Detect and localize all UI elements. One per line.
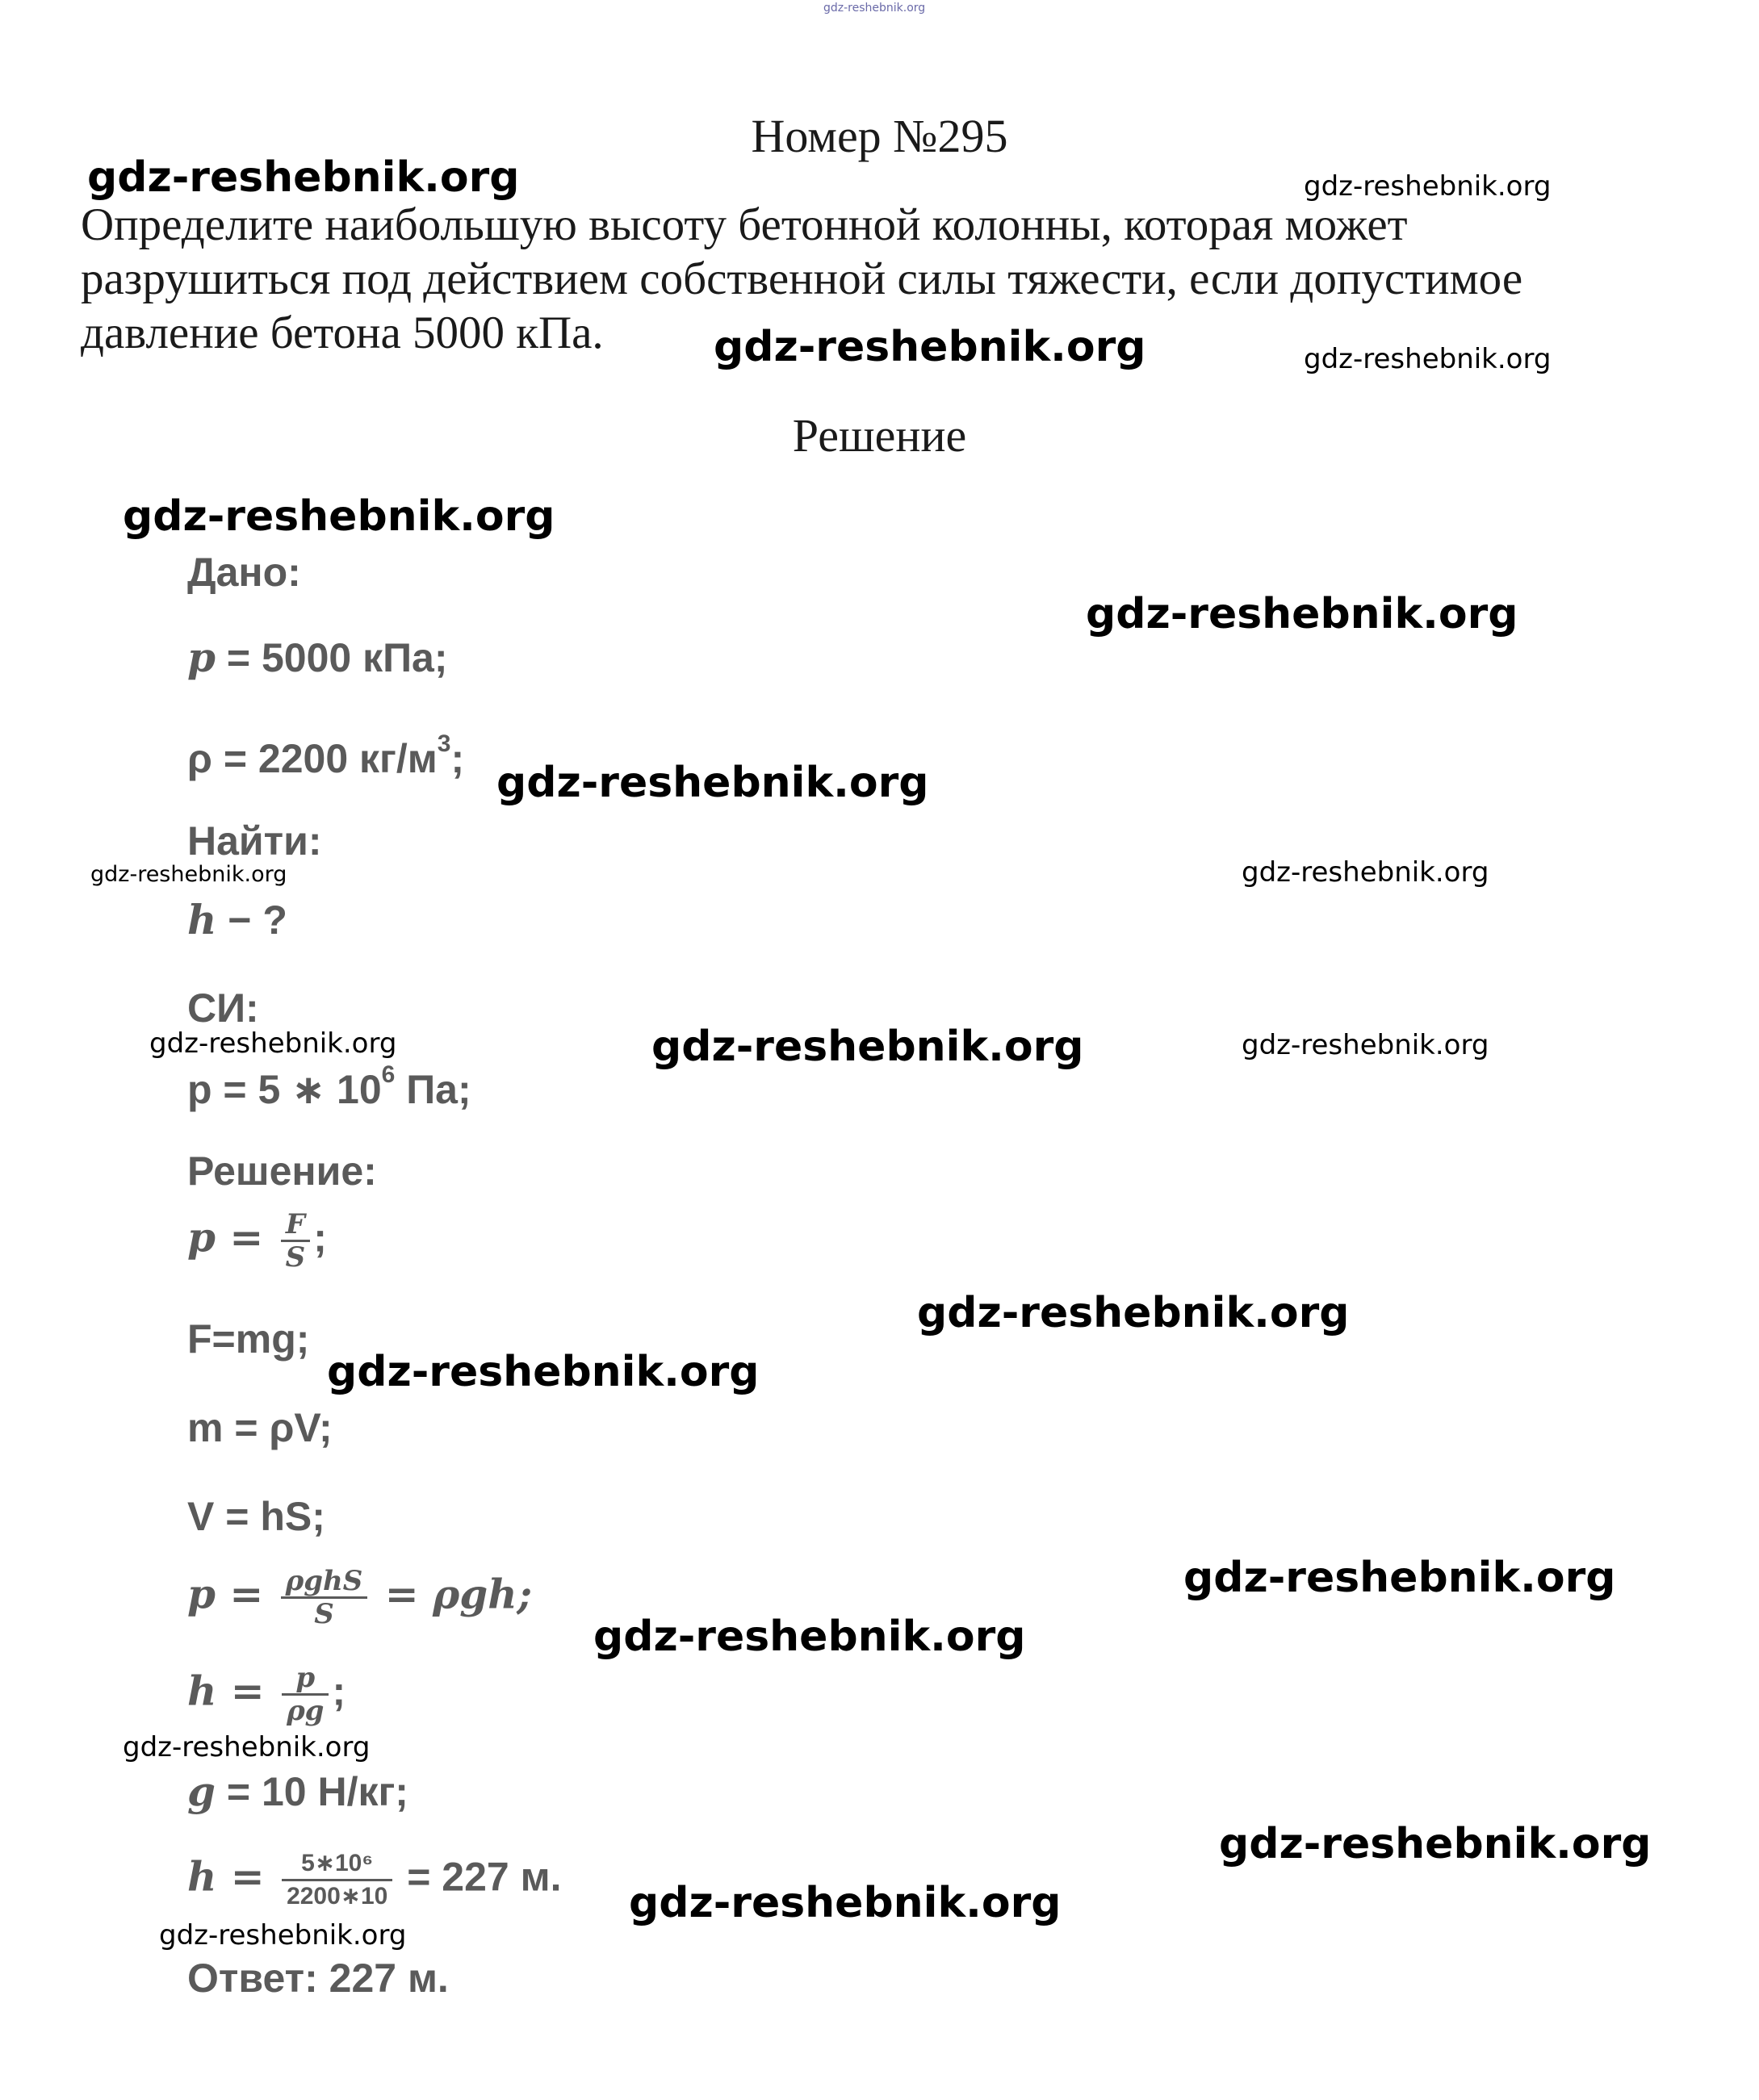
watermark: gdz-reshebnik.org (159, 1919, 407, 1951)
si-pressure-suffix: Па; (395, 1067, 471, 1112)
given-pressure (187, 634, 448, 681)
watermark: gdz-reshebnik.org (123, 1731, 371, 1763)
formula-result (187, 1848, 562, 1912)
watermark: gdz-reshebnik.org (714, 323, 1146, 371)
solution-label: Решение: (187, 1148, 377, 1194)
formula-height (187, 1663, 346, 1726)
given-pressure-value: = 5000 кПа; (215, 635, 448, 680)
formula-left: p = (187, 1213, 278, 1261)
watermark: gdz-reshebnik.org (90, 862, 287, 887)
solution-heading: Решение (792, 409, 967, 462)
formula-left: p = (187, 1570, 278, 1618)
formula-end: = 227 м. (396, 1854, 562, 1900)
fraction-denominator: S (314, 1598, 334, 1630)
fraction (282, 1663, 329, 1726)
task-line-2: разрушиться под действием собственной силы тяжести, если допустимое (81, 253, 1523, 304)
fraction (281, 1209, 311, 1273)
formula-force: F=mg; (187, 1316, 310, 1362)
find-label: Найти: (187, 818, 322, 864)
fraction-denominator: 2200∗10 (287, 1883, 388, 1910)
answer: Ответ: 227 м. (187, 1956, 449, 2001)
fraction-denominator: S (285, 1241, 306, 1274)
given-density (187, 730, 464, 782)
watermark: gdz-reshebnik.org (87, 153, 520, 202)
watermark: gdz-reshebnik.org (1242, 856, 1489, 889)
si-label: СИ: (187, 985, 259, 1031)
var-g: g (187, 1767, 216, 1815)
si-pressure-value: p = 5 ∗ 10 (187, 1067, 382, 1112)
formula-left: h = (187, 1667, 279, 1715)
formula-pressure-def (187, 1209, 327, 1273)
si-exponent: 6 (381, 1061, 396, 1088)
watermark: gdz-reshebnik.org (593, 1613, 1026, 1661)
fraction (282, 1848, 392, 1912)
fraction (281, 1566, 368, 1629)
given-label: Дано: (187, 550, 301, 595)
watermark: gdz-reshebnik.org (1304, 170, 1552, 203)
formula-mass: m = ρV; (187, 1405, 333, 1450)
find-height-rest: − ? (216, 897, 287, 943)
watermark: gdz-reshebnik.org (123, 492, 555, 541)
density-exponent: 3 (437, 730, 451, 757)
fraction-numerator: F (281, 1209, 311, 1242)
task-line-3: давление бетона 5000 кПа. (81, 307, 604, 358)
watermark: gdz-reshebnik.org (917, 1289, 1350, 1337)
given-density-value: ρ = 2200 кг/м (187, 736, 438, 781)
gravity-rest: = 10 Н/кг; (215, 1769, 408, 1814)
given-density-suffix: ; (450, 736, 465, 781)
si-pressure (187, 1061, 471, 1113)
formula-pressure-substitution (187, 1566, 532, 1629)
fraction-numerator: 5∗10⁶ (282, 1848, 392, 1881)
gravity-value (187, 1767, 408, 1815)
watermark: gdz-reshebnik.org (1183, 1554, 1616, 1602)
formula-left: h = (187, 1852, 279, 1901)
var-h: h (187, 896, 217, 943)
watermark: gdz-reshebnik.org (149, 1027, 397, 1060)
formula-end: = ρgh; (371, 1570, 533, 1618)
watermark: gdz-reshebnik.org (327, 1348, 760, 1396)
watermark: gdz-reshebnik.org (1304, 343, 1552, 375)
watermark-top: gdz-reshebnik.org (823, 2, 926, 15)
page-title: Номер №295 (751, 110, 1008, 162)
fraction-denominator: ρg (287, 1695, 325, 1727)
find-height (187, 896, 287, 943)
var-p: p (187, 634, 216, 681)
formula-end: ; (332, 1668, 346, 1714)
watermark: gdz-reshebnik.org (496, 759, 929, 807)
fraction-numerator: p (282, 1663, 329, 1696)
watermark: gdz-reshebnik.org (1242, 1029, 1489, 1061)
watermark: gdz-reshebnik.org (1219, 1820, 1652, 1868)
watermark: gdz-reshebnik.org (1086, 590, 1518, 638)
formula-end: ; (313, 1215, 327, 1261)
fraction-numerator: ρghS (281, 1566, 368, 1599)
formula-volume: V = hS; (187, 1494, 325, 1539)
watermark: gdz-reshebnik.org (629, 1879, 1062, 1927)
watermark: gdz-reshebnik.org (651, 1023, 1084, 1071)
task-line-1: Определите наибольшую высоту бетонной колонны, которая может (81, 199, 1408, 250)
